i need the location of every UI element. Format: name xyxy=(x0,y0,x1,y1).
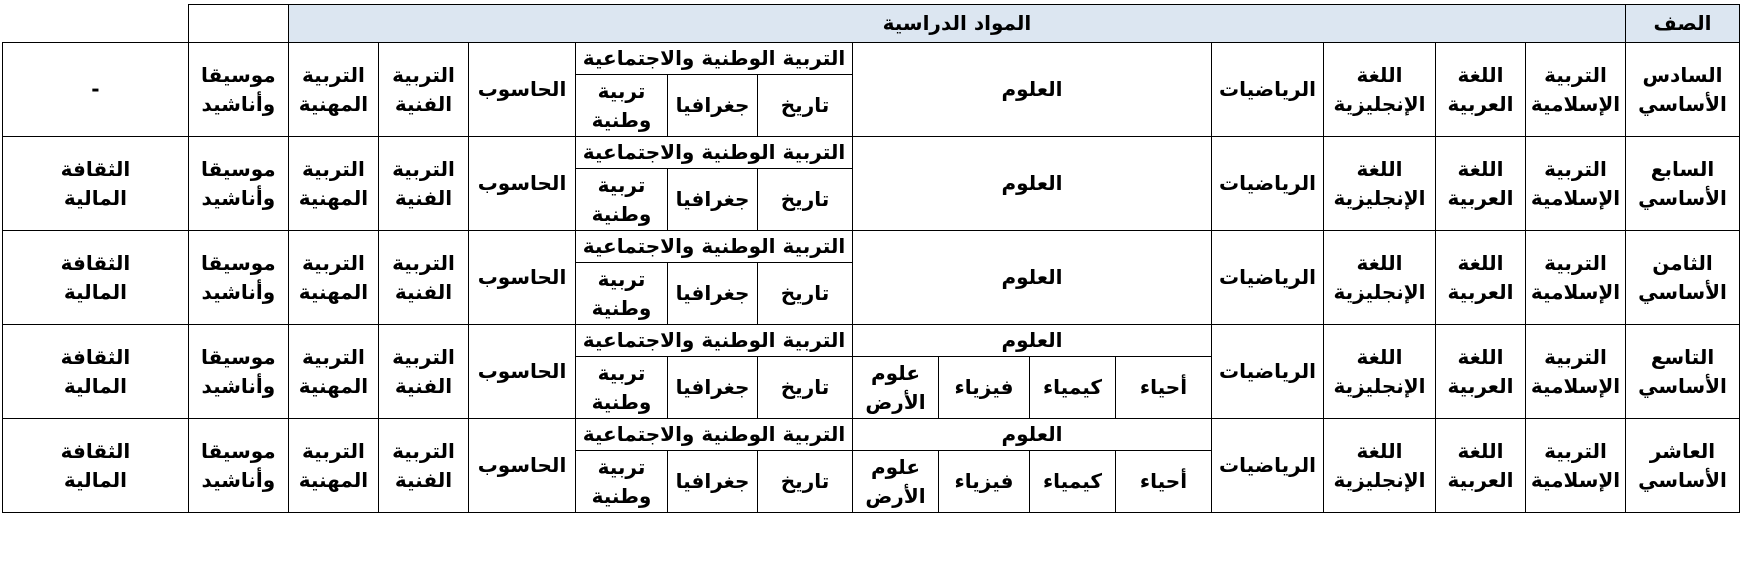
civics-cell: تربية وطنية xyxy=(576,75,668,137)
header-row xyxy=(3,5,1740,43)
social-cell: التربية الوطنية والاجتماعية xyxy=(576,43,853,75)
grade-cell: السادس الأساسي xyxy=(1626,43,1740,137)
geography-cell: جغرافيا xyxy=(668,357,758,419)
islamic-cell: التربية الإسلامية xyxy=(1526,231,1626,325)
vocational-cell: التربية المهنية xyxy=(288,137,378,231)
computer-cell: الحاسوب xyxy=(469,43,576,137)
header-blank-cell xyxy=(188,5,288,43)
science-cell: العلوم xyxy=(853,419,1212,451)
history-cell: تاريخ xyxy=(758,451,853,513)
finance-cell: الثقافة المالية xyxy=(3,137,189,231)
physics-cell: فيزياء xyxy=(939,451,1030,513)
science-cell: العلوم xyxy=(853,231,1212,325)
english-cell: اللغة الإنجليزية xyxy=(1324,43,1436,137)
grade-cell: التاسع الأساسي xyxy=(1626,325,1740,419)
science-cell: العلوم xyxy=(853,325,1212,357)
civics-cell: تربية وطنية xyxy=(576,451,668,513)
art-cell: التربية الفنية xyxy=(379,43,469,137)
history-cell: تاريخ xyxy=(758,169,853,231)
social-cell: التربية الوطنية والاجتماعية xyxy=(576,325,853,357)
computer-cell: الحاسوب xyxy=(469,419,576,513)
social-cell: التربية الوطنية والاجتماعية xyxy=(576,137,853,169)
arabic-cell: اللغة العربية xyxy=(1436,137,1526,231)
civics-cell: تربية وطنية xyxy=(576,169,668,231)
english-cell: اللغة الإنجليزية xyxy=(1324,137,1436,231)
math-cell: الرياضيات xyxy=(1212,137,1324,231)
geography-cell: جغرافيا xyxy=(668,169,758,231)
arabic-cell: اللغة العربية xyxy=(1436,325,1526,419)
geography-cell: جغرافيا xyxy=(668,451,758,513)
math-cell: الرياضيات xyxy=(1212,231,1324,325)
grade-cell: الثامن الأساسي xyxy=(1626,231,1740,325)
history-cell: تاريخ xyxy=(758,75,853,137)
math-cell: الرياضيات xyxy=(1212,325,1324,419)
curriculum-table xyxy=(2,4,1740,513)
table-row xyxy=(3,137,1740,169)
music-cell: موسيقا وأناشيد xyxy=(188,137,288,231)
art-cell: التربية الفنية xyxy=(379,137,469,231)
vocational-cell: التربية المهنية xyxy=(288,419,378,513)
computer-cell: الحاسوب xyxy=(469,137,576,231)
english-cell: اللغة الإنجليزية xyxy=(1324,419,1436,513)
english-cell: اللغة الإنجليزية xyxy=(1324,231,1436,325)
vocational-cell: التربية المهنية xyxy=(288,231,378,325)
music-cell: موسيقا وأناشيد xyxy=(188,325,288,419)
geography-cell: جغرافيا xyxy=(668,263,758,325)
english-cell: اللغة الإنجليزية xyxy=(1324,325,1436,419)
earth-science-cell: علوم الأرض xyxy=(853,451,939,513)
math-cell: الرياضيات xyxy=(1212,43,1324,137)
science-cell: العلوم xyxy=(853,137,1212,231)
biology-cell: أحياء xyxy=(1116,451,1212,513)
earth-science-cell: علوم الأرض xyxy=(853,357,939,419)
art-cell: التربية الفنية xyxy=(379,419,469,513)
table-row xyxy=(3,325,1740,357)
finance-cell: - xyxy=(3,43,189,137)
physics-cell: فيزياء xyxy=(939,357,1030,419)
grade-cell: العاشر الأساسي xyxy=(1626,419,1740,513)
computer-cell: الحاسوب xyxy=(469,325,576,419)
arabic-cell: اللغة العربية xyxy=(1436,43,1526,137)
music-cell: موسيقا وأناشيد xyxy=(188,419,288,513)
music-cell: موسيقا وأناشيد xyxy=(188,43,288,137)
math-cell: الرياضيات xyxy=(1212,419,1324,513)
computer-cell: الحاسوب xyxy=(469,231,576,325)
chemistry-cell: كيمياء xyxy=(1030,357,1116,419)
subjects-header: المواد الدراسية xyxy=(288,5,1625,43)
art-cell: التربية الفنية xyxy=(379,231,469,325)
vocational-cell: التربية المهنية xyxy=(288,43,378,137)
islamic-cell: التربية الإسلامية xyxy=(1526,419,1626,513)
arabic-cell: اللغة العربية xyxy=(1436,419,1526,513)
vocational-cell: التربية المهنية xyxy=(288,325,378,419)
civics-cell: تربية وطنية xyxy=(576,263,668,325)
islamic-cell: التربية الإسلامية xyxy=(1526,43,1626,137)
finance-cell: الثقافة المالية xyxy=(3,325,189,419)
biology-cell: أحياء xyxy=(1116,357,1212,419)
social-cell: التربية الوطنية والاجتماعية xyxy=(576,231,853,263)
music-cell: موسيقا وأناشيد xyxy=(188,231,288,325)
table-row xyxy=(3,43,1740,75)
social-cell: التربية الوطنية والاجتماعية xyxy=(576,419,853,451)
finance-cell: الثقافة المالية xyxy=(3,419,189,513)
art-cell: التربية الفنية xyxy=(379,325,469,419)
history-cell: تاريخ xyxy=(758,263,853,325)
table-row xyxy=(3,419,1740,451)
islamic-cell: التربية الإسلامية xyxy=(1526,137,1626,231)
grade-cell: السابع الأساسي xyxy=(1626,137,1740,231)
geography-cell: جغرافيا xyxy=(668,75,758,137)
grade-header: الصف xyxy=(1626,5,1740,43)
islamic-cell: التربية الإسلامية xyxy=(1526,325,1626,419)
chemistry-cell: كيمياء xyxy=(1030,451,1116,513)
science-cell: العلوم xyxy=(853,43,1212,137)
history-cell: تاريخ xyxy=(758,357,853,419)
arabic-cell: اللغة العربية xyxy=(1436,231,1526,325)
civics-cell: تربية وطنية xyxy=(576,357,668,419)
finance-cell: الثقافة المالية xyxy=(3,231,189,325)
table-row xyxy=(3,231,1740,263)
